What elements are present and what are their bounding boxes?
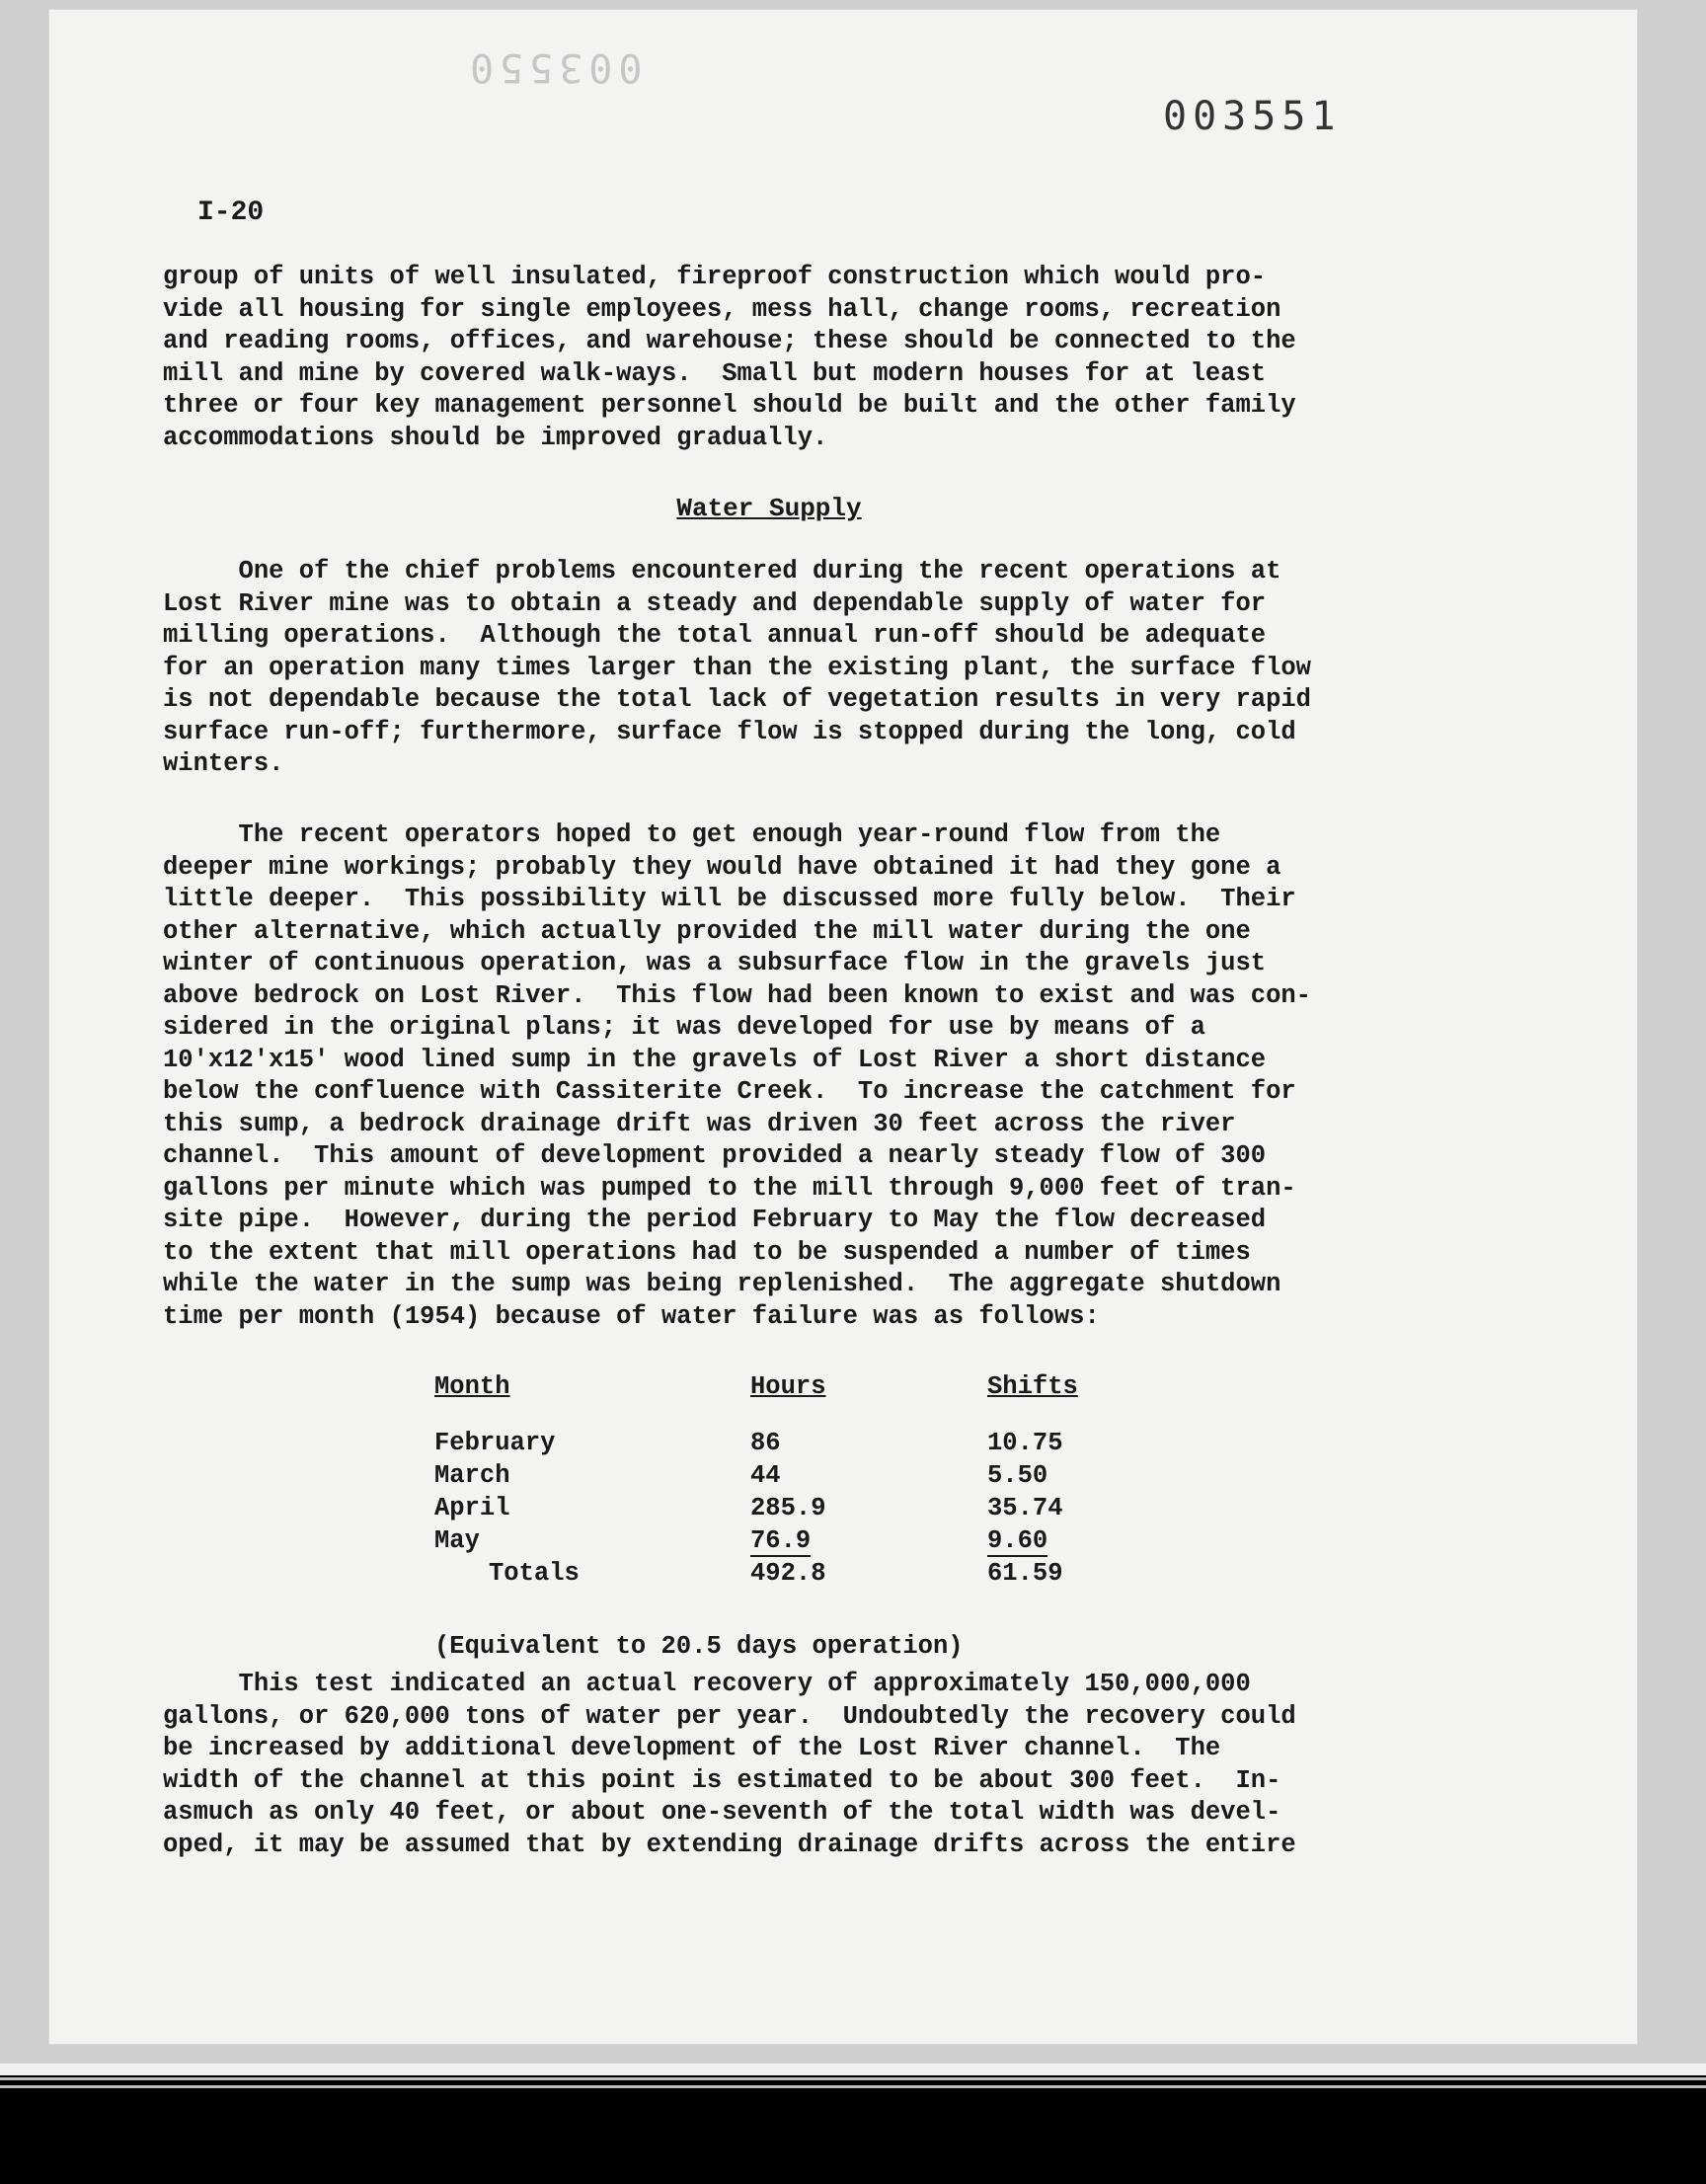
document-id-stamp: 003551 — [1163, 94, 1342, 139]
bleed-through-stamp: 003550 — [464, 44, 643, 90]
scanner-edge-line — [0, 2085, 1706, 2088]
table-row — [434, 1492, 1185, 1524]
cell-month: April — [434, 1494, 510, 1522]
cell-hours: 76.9 — [750, 1526, 812, 1555]
totals-hours: 492.8 — [750, 1559, 826, 1588]
cell-shifts: 9.60 — [987, 1526, 1048, 1555]
paragraph-housing: group of units of well insulated, fireproof construction which would pro- vide all housing for single employees, mess hall, change rooms, recreation and reading rooms, offices, and warehouse; these should be connected to the mill and mine by covered walk-ways. Small but modern houses for at least three or four key management personnel should be built and the other family accommodations should be improved gradually. — [163, 263, 1296, 452]
page-number: I-20 — [197, 197, 265, 228]
cell-hours: 285.9 — [750, 1494, 826, 1522]
header-hours: Hours — [750, 1372, 826, 1401]
totals-shifts: 61.59 — [987, 1559, 1063, 1588]
table-header-row — [434, 1372, 1185, 1427]
cell-month: March — [434, 1461, 510, 1490]
paragraph-operators: The recent operators hoped to get enough year-round flow from the deeper mine workings; probably they would have obtained it had they gone a little deeper. This possibility will be discussed more fully below. Their other alternative, which actually provided the mill water during the one winter of continuous operation, was a subsurface flow in the gravels just above bedrock on Lost River. This flow had been known to exist and was con- sidered in the original plans; it was developed for use by means of a 10'x12'x15' wood lined sump in the gravels of Lost River a short distance below the confluence with Cassiterite Creek. To increase the catchment for this sump, a bedrock drainage drift was driven 30 feet across the river channel. This amount of development provided a nearly steady flow of 300 gallons per minute which was pumped to the mill through 9,000 feet of tran- site pipe. However, during the period February to May the flow decreased to the extent that mill operations had to be suspended a number of times while the water in the sump was being replenished. The aggregate shutdown time per month (1954) because of water failure was as follows: — [163, 820, 1311, 1331]
cell-shifts: 35.74 — [987, 1494, 1063, 1522]
section-heading: Water Supply — [676, 494, 862, 523]
paragraph-recovery: This test indicated an actual recovery of approximately 150,000,000 gallons, or 620,000 tons of water per year. Undoubtedly the recovery could be increased by additional development of the Lost River channel. The width of the channel at this point is estimated to be about 300 feet. In- asmuch as only 40 feet, or about one-seventh of the total width was devel- oped, it may be assumed that by extending drainage drifts across the entire — [163, 1670, 1296, 1859]
cell-shifts: 10.75 — [987, 1429, 1063, 1457]
scanner-edge-strip — [0, 2064, 1706, 2184]
cell-hours: 86 — [750, 1429, 781, 1457]
totals-label: Totals — [489, 1559, 580, 1588]
header-month: Month — [434, 1372, 510, 1401]
table-row — [434, 1427, 1185, 1459]
cell-month: May — [434, 1526, 480, 1555]
equivalent-note: (Equivalent to 20.5 days operation) — [434, 1632, 964, 1661]
cell-month: February — [434, 1429, 556, 1457]
scanner-edge-line — [0, 2077, 1706, 2080]
cell-hours: 44 — [750, 1461, 781, 1490]
table-row — [434, 1524, 1185, 1557]
totals-row — [434, 1557, 1185, 1590]
table-row — [434, 1459, 1185, 1492]
header-shifts: Shifts — [987, 1372, 1078, 1401]
shutdown-table — [434, 1372, 1185, 1590]
paragraph-water-problem: One of the chief problems encountered during the recent operations at Lost River mine was to obtain a steady and dependable supply of water for milling operations. Although the total annual run-off should be adequate for an operation many times larger than the existing plant, the surface flow is not dependable because the total lack of vegetation results in very rapid surface run-off; furthermore, surface flow is stopped during the long, cold winters. — [163, 557, 1311, 778]
cell-shifts: 5.50 — [987, 1461, 1048, 1490]
